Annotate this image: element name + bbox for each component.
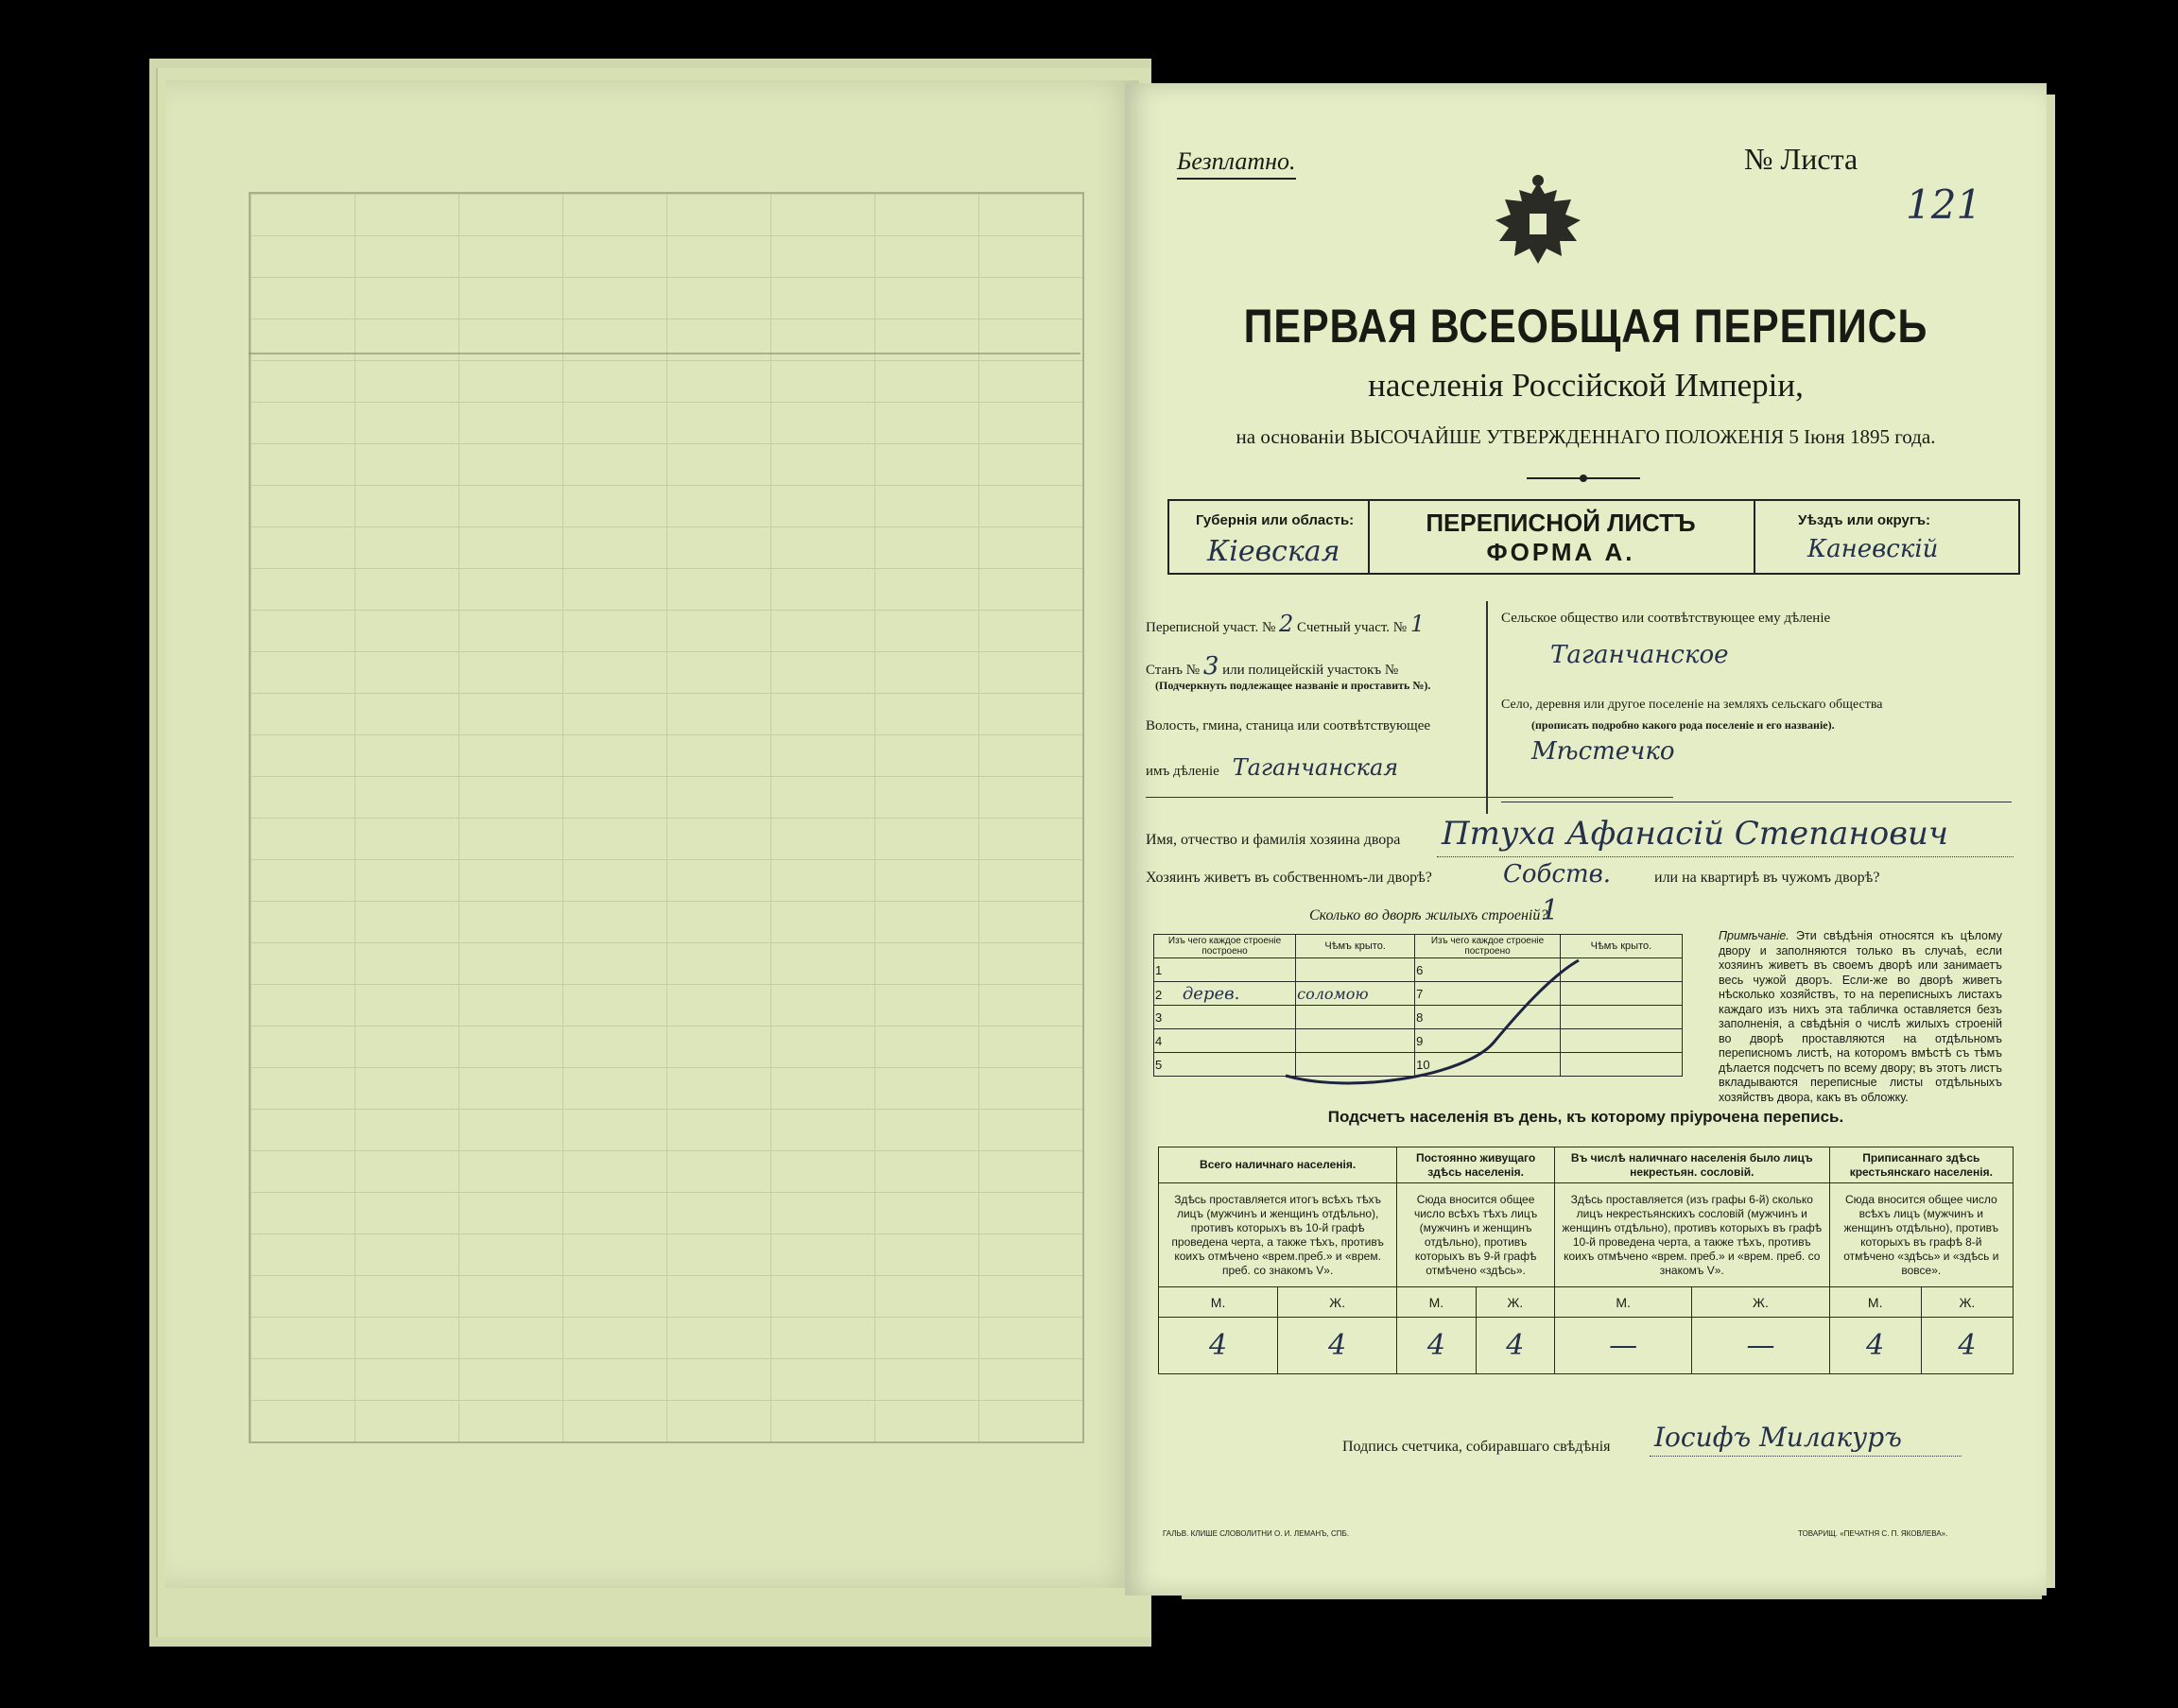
form-main-title: ПЕРВАЯ ВСЕОБЩАЯ ПЕРЕПИСЬ <box>1243 300 1928 353</box>
total-population-instructions: Здѣсь проставляется итогъ всѣхъ тѣхъ лицъ (мужчинъ и женщинъ отдѣльно), противъ которыхъ въ 10-й графѣ проведена черта, а также тѣхъ, противъ коихъ отмѣчено «врем.преб.» и «врем. преб. со знакомъ V». <box>1159 1183 1397 1287</box>
district-value: Каневскій <box>1807 535 1939 563</box>
village-label: Село, деревня или другое поселеніе на земляхъ сельскаго общества <box>1501 698 1883 712</box>
population-count-table <box>1158 1147 2014 1374</box>
female-header: Ж. <box>1278 1287 1397 1318</box>
census-area-field <box>1146 611 1425 637</box>
permanent-population-header: Постоянно живущаго здѣсь населенія. <box>1397 1147 1555 1183</box>
count-area-value: 1 <box>1409 611 1426 637</box>
count-value: 4 <box>1159 1318 1278 1374</box>
owner-name-value: Птуха Афанасій Степанович <box>1442 815 1949 853</box>
male-header: М. <box>1554 1287 1691 1318</box>
district-box <box>1754 501 2020 573</box>
stan-label: Станъ № <box>1146 663 1201 678</box>
lives-label: Хозяинъ живетъ въ собственномъ-ли дворѣ? <box>1146 870 1432 886</box>
left-page <box>165 80 1139 1588</box>
count-value: 4 <box>1278 1318 1397 1374</box>
form-subtitle: населенія Россійской Имперіи, <box>1368 367 1804 404</box>
sheet-number-label <box>1744 142 1858 177</box>
footer-left-imprint: ГАЛЬВ. КЛИШЕ СЛОВОЛИТНИ О. И. ЛЕМАНЪ, СПБ. <box>1163 1529 1349 1538</box>
row-number: 3 <box>1155 1009 1163 1025</box>
province-value: Кіевская <box>1207 535 1340 568</box>
form-letter: ФОРМА А. <box>1486 538 1635 566</box>
total-population-header: Всего наличнаго населенія. <box>1159 1147 1397 1183</box>
permanent-population-instructions: Сюда вносится общее число всѣхъ тѣхъ лицъ (мужчинъ и женщинъ отдѣльно), противъ которыхъ въ 9-й графѣ отмѣчено «здѣсь». <box>1397 1183 1555 1287</box>
province-box <box>1169 501 1370 573</box>
count-value: 4 <box>1921 1318 2013 1374</box>
police-label: или полицейскій участокъ № <box>1222 663 1399 678</box>
census-form-page <box>1125 83 2047 1596</box>
count-value: — <box>1554 1318 1691 1374</box>
district-label: Уѣздъ или округъ: <box>1798 512 1931 528</box>
row2-material-value: дерев. <box>1182 983 1240 1004</box>
signature-line <box>1650 1456 1962 1457</box>
count-area-label: Счетный участ. № <box>1297 620 1408 635</box>
male-header: М. <box>1159 1287 1278 1318</box>
footer-right-imprint: ТОВАРИЩ. «ПЕЧАТНЯ С. П. ЯКОВЛЕВА». <box>1798 1529 1948 1538</box>
owner-label: Имя, отчество и фамилія хозяина двора <box>1146 832 1401 848</box>
ornament-divider <box>1527 471 1640 480</box>
form-title: ПЕРЕПИСНОЙ ЛИСТЪ <box>1426 509 1696 537</box>
row-number: 9 <box>1416 1033 1424 1048</box>
non-peasant-header: Въ числѣ наличнаго населенія было лицъ некрестьян. сословій. <box>1554 1147 1829 1183</box>
form-title-box <box>1368 501 1754 573</box>
building-material-header: Изъ чего каждое строеніе построено <box>1154 935 1296 958</box>
row-number: 7 <box>1416 986 1424 1001</box>
male-header: М. <box>1829 1287 1921 1318</box>
female-header: Ж. <box>1476 1287 1554 1318</box>
strike-through-mark <box>1267 953 1598 1095</box>
sheet-number-text: № Листа <box>1744 142 1858 176</box>
row2-roof-value: соломою <box>1297 984 1369 1003</box>
society-label: Сельское общество или соотвѣтствующее ему дѣленіе <box>1501 611 1831 626</box>
row-number: 2 <box>1155 987 1163 1002</box>
note-title: Примѣчаніе. <box>1719 929 1789 942</box>
volost-label: Волость, гмина, станица или соотвѣтствующее <box>1146 718 1431 733</box>
volost-field <box>1146 754 1398 781</box>
volost-value: Таганчанская <box>1232 754 1399 781</box>
double-headed-eagle-emblem <box>1486 173 1590 282</box>
census-area-label: Переписной участ. № <box>1146 620 1276 635</box>
left-page-grid-header <box>249 192 1080 354</box>
village-note: (прописать подробно какого рода поселеніе и его названіе). <box>1531 718 1835 732</box>
count-value: 4 <box>1397 1318 1476 1374</box>
assigned-peasant-instructions: Сюда вносится общее число всѣхъ лицъ (мужчинъ и женщинъ отдѣльно), противъ которыхъ въ графѣ 8-й отмѣчено «здѣсь» и «здѣсь и вовсе». <box>1829 1183 2013 1287</box>
signature-label: Подпись счетчика, собиравшаго свѣдѣнія <box>1342 1439 1611 1455</box>
free-label: Безплатно. <box>1177 147 1296 180</box>
buildings-value: 1 <box>1541 894 1560 927</box>
field-divider <box>1486 601 1488 814</box>
row-number: 4 <box>1155 1033 1163 1048</box>
row-number: 8 <box>1416 1009 1424 1025</box>
count-value: 4 <box>1829 1318 1921 1374</box>
count-value: 4 <box>1476 1318 1554 1374</box>
sheet-number-value: 121 <box>1906 181 1982 228</box>
form-basis-line: на основаніи ВЫСОЧАЙШЕ УТВЕРЖДЕННАГО ПОЛОЖЕНІЯ 5 Іюня 1895 года. <box>1236 425 1936 448</box>
stan-value: 3 <box>1202 652 1219 681</box>
lives-value: Собств. <box>1503 860 1612 889</box>
note-block <box>1719 929 2002 1105</box>
building-material-header-2: Изъ чего каждое строеніе построено <box>1415 935 1561 958</box>
female-header: Ж. <box>1921 1287 2013 1318</box>
building-roof-header-2: Чѣмъ крыто. <box>1560 935 1682 958</box>
row-number: 5 <box>1155 1057 1163 1072</box>
row-number: 6 <box>1416 962 1424 977</box>
building-roof-header: Чѣмъ крыто. <box>1296 935 1415 958</box>
left-field-rule <box>1146 797 1673 798</box>
volost-label-2: имъ дѣленіе <box>1146 764 1219 779</box>
count-value: — <box>1692 1318 1829 1374</box>
stan-field <box>1146 652 1398 681</box>
apartment-label: или на квартирѣ въ чужомъ дворѣ? <box>1654 870 1880 886</box>
non-peasant-instructions: Здѣсь проставляется (изъ графы 6-й) сколько лицъ некрестьянскихъ сословій (мужчинъ и женщинъ отдѣльно), противъ которыхъ въ графѣ 10-й проведена черта, а также тѣхъ, противъ коихъ отмѣчено «врем. преб.» и «врем. преб. со знакомъ V». <box>1554 1183 1829 1287</box>
population-count-title: Подсчетъ населенія въ день, къ которому пріурочена перепись. <box>1327 1108 1844 1126</box>
row-number: 10 <box>1416 1057 1430 1072</box>
society-value: Таганчанское <box>1550 641 1729 669</box>
female-header: Ж. <box>1692 1287 1829 1318</box>
row-number: 1 <box>1155 962 1163 977</box>
header-boxes <box>1167 499 2020 575</box>
census-area-value: 2 <box>1279 611 1294 637</box>
male-header: М. <box>1397 1287 1476 1318</box>
buildings-label: Сколько во дворѣ жилыхъ строеній? <box>1309 907 1548 923</box>
village-value: Мѣстечко <box>1531 737 1675 766</box>
province-label: Губернія или область: <box>1196 512 1355 528</box>
signature-value: Іосифъ Милакуръ <box>1654 1422 1902 1453</box>
left-page-faint-grid <box>249 192 1084 1443</box>
owner-line <box>1437 856 2014 857</box>
note-text: Эти свѣдѣнія относятся къ цѣлому двору и заполняются только въ случаѣ, если хозяинъ живетъ въ своемъ дворѣ или занимаетъ весь чужой дворъ. Если-же во дворѣ живетъ нѣсколько хозяйствъ, то на переписныхъ листахъ каждаго изъ нихъ эта табличка оставляется безъ заполненія, а свѣдѣнія о числѣ жилыхъ строеній во дворѣ проставляются на отдѣльномъ переписномъ листѣ, на которомъ вмѣстѣ съ тѣмъ дѣлается подсчетъ по всему двору; въ этотъ листъ вкладываются переписные листы отдѣльныхъ хозяйствъ двора, какъ въ обложку. <box>1719 929 2002 1104</box>
assigned-peasant-header: Приписаннаго здѣсь крестьянскаго населенія. <box>1829 1147 2013 1183</box>
police-note: (Подчеркнуть подлежащее названіе и проставить №). <box>1155 679 1431 692</box>
